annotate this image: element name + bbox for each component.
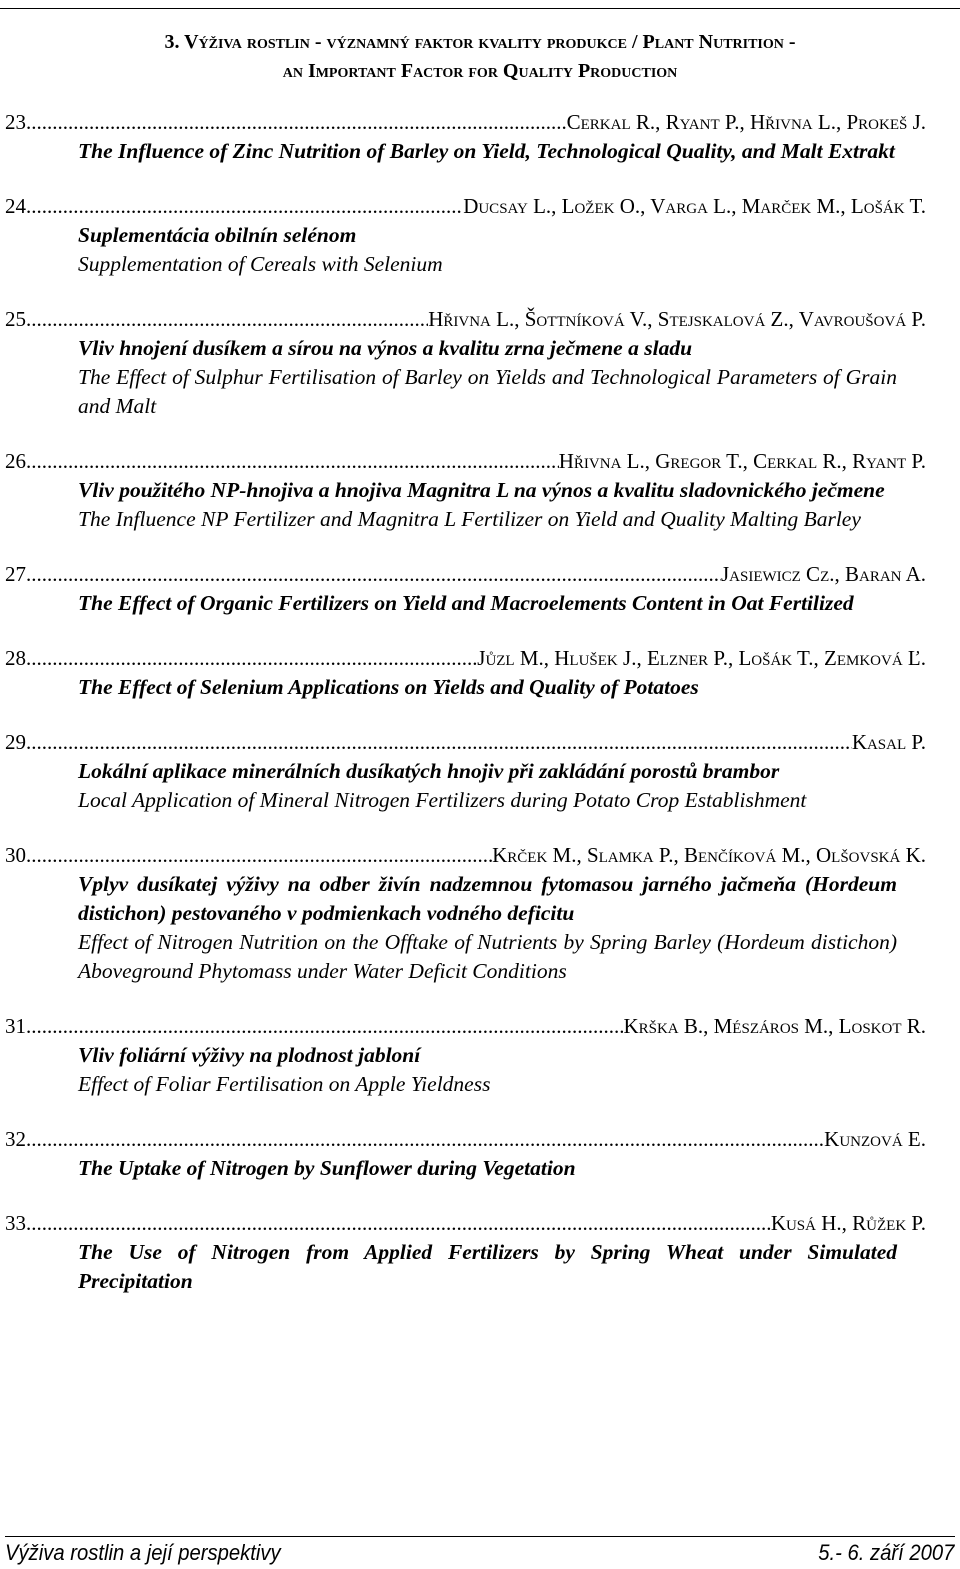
page-header — [0, 28, 960, 86]
toc-entry — [0, 192, 960, 279]
entry-title: The Use of Nitrogen from Applied Fertilizers by Spring Wheat under Simulated Precipitation — [78, 1240, 897, 1293]
toc-entry-head — [0, 644, 960, 673]
entry-authors: Krška B., Mészáros M., Loskot R. — [623, 1014, 926, 1038]
entry-title: Lokální aplikace minerálních dusíkatých hnojiv při zakládání porostů brambor — [78, 759, 780, 783]
entry-number: 26. — [5, 449, 32, 473]
entry-number: 31. — [5, 1014, 32, 1038]
entry-authors: Cerkal R., Ryant P., Hřivna L., Prokeš J. — [566, 110, 926, 134]
footer-rule — [5, 1536, 955, 1537]
toc-entry-head — [0, 447, 960, 476]
header-line-2: an Important Factor for Quality Production — [282, 60, 678, 82]
dot-leader — [31, 728, 852, 757]
entry-number: 32. — [5, 1127, 32, 1151]
toc-entry-head — [0, 728, 960, 757]
entry-number: 33. — [5, 1211, 32, 1235]
toc-entry-head — [0, 108, 960, 137]
entry-title-english: The Influence NP Fertilizer and Magnitra L Fertilizer on Yield and Quality Malting Barley — [78, 507, 861, 531]
toc-entry-head — [0, 1209, 960, 1238]
footer-conference-title: Výživa rostlin a její perspektivy — [5, 1540, 281, 1565]
dot-leader — [31, 1125, 824, 1154]
entry-title: The Influence of Zinc Nutrition of Barley on Yield, Technological Quality, and Malt Extrakt — [78, 139, 895, 163]
entry-authors: Hřivna L., Gregor T., Cerkal R., Ryant P. — [558, 449, 926, 473]
entry-title-english: Supplementation of Cereals with Selenium — [78, 252, 443, 276]
entry-authors: Krček M., Slamka P., Benčíková M., Olšovská K. — [492, 843, 926, 867]
entry-authors: Ducsay L., Ložek O., Varga L., Marček M., Lošák T. — [463, 194, 926, 218]
toc-entry — [0, 728, 960, 815]
toc-entry-head — [0, 305, 960, 334]
dot-leader — [31, 1209, 771, 1238]
page-footer — [5, 1539, 954, 1567]
toc-entry — [0, 305, 960, 421]
entry-authors: Jasiewicz Cz., Baran A. — [720, 562, 926, 586]
toc-entry-head — [0, 560, 960, 589]
entry-authors: Hřivna L., Šottníková V., Stejskalová Z., Vavroušová P. — [428, 307, 926, 331]
toc-entry-head — [0, 192, 960, 221]
toc-entry — [0, 447, 960, 534]
entry-number: 28. — [5, 646, 32, 670]
toc-entry — [0, 841, 960, 986]
toc-entry-head — [0, 841, 960, 870]
toc-entry — [0, 108, 960, 166]
entry-number: 27. — [5, 562, 32, 586]
dot-leader — [31, 560, 721, 589]
dot-leader — [31, 192, 463, 221]
dot-leader — [31, 841, 492, 870]
dot-leader — [31, 305, 428, 334]
entry-title-english: Effect of Foliar Fertilisation on Apple Yieldness — [78, 1072, 491, 1096]
top-rule — [0, 8, 960, 9]
entry-authors: Jůzl M., Hlušek J., Elzner P., Lošák T., Zemková Ľ. — [477, 646, 926, 670]
entry-number: 25. — [5, 307, 32, 331]
footer-date: 5.- 6. září 2007 — [818, 1540, 955, 1565]
entry-authors: Kunzová E. — [824, 1127, 926, 1151]
dot-leader — [31, 108, 566, 137]
entry-authors: Kusá H., Růžek P. — [770, 1211, 926, 1235]
entry-title: Vliv použitého NP-hnojiva a hnojiva Magnitra L na výnos a kvalitu sladovnického ječmene — [78, 478, 885, 502]
entry-number: 24. — [5, 194, 32, 218]
toc-entry — [0, 560, 960, 618]
header-line-1: 3. Výživa rostlin - významný faktor kvality produkce / Plant Nutrition - — [164, 31, 796, 53]
entry-authors: Kasal P. — [851, 730, 926, 754]
entry-number: 29. — [5, 730, 32, 754]
entry-title: Vplyv dusíkatej výživy na odber živín nadzemnou fytomasou jarného jačmeňa (Hordeum distichon) pestovaného v podmienkach vodného deficitu — [78, 872, 897, 925]
toc-entry — [0, 1012, 960, 1099]
toc-entry-head — [0, 1012, 960, 1041]
entry-title: Vliv foliární výživy na plodnost jabloní — [78, 1043, 421, 1067]
entry-title: Vliv hnojení dusíkem a sírou na výnos a kvalitu zrna ječmene a sladu — [78, 336, 693, 360]
dot-leader — [31, 447, 559, 476]
entry-title-english: Local Application of Mineral Nitrogen Fertilizers during Potato Crop Establishment — [78, 788, 807, 812]
entry-title-english: Effect of Nitrogen Nutrition on the Offtake of Nutrients by Spring Barley (Hordeum distichon) Aboveground Phytomass under Water Deficit Conditions — [78, 930, 897, 983]
entry-number: 23. — [5, 110, 32, 134]
entry-number: 30. — [5, 843, 32, 867]
dot-leader — [31, 1012, 623, 1041]
toc-entry-head — [0, 1125, 960, 1154]
entry-title: The Effect of Organic Fertilizers on Yield and Macroelements Content in Oat Fertilized — [78, 591, 854, 615]
dot-leader — [31, 644, 477, 673]
toc-entry — [0, 1125, 960, 1183]
entry-title: The Effect of Selenium Applications on Yields and Quality of Potatoes — [78, 675, 699, 699]
contents-list — [0, 108, 960, 1322]
toc-entry — [0, 1209, 960, 1296]
entry-title: Suplementácia obilnín selénom — [78, 223, 357, 247]
entry-title-english: The Effect of Sulphur Fertilisation of Barley on Yields and Technological Parameters of Grain and Malt — [78, 365, 897, 418]
toc-entry — [0, 644, 960, 702]
entry-title: The Uptake of Nitrogen by Sunflower during Vegetation — [78, 1156, 576, 1180]
